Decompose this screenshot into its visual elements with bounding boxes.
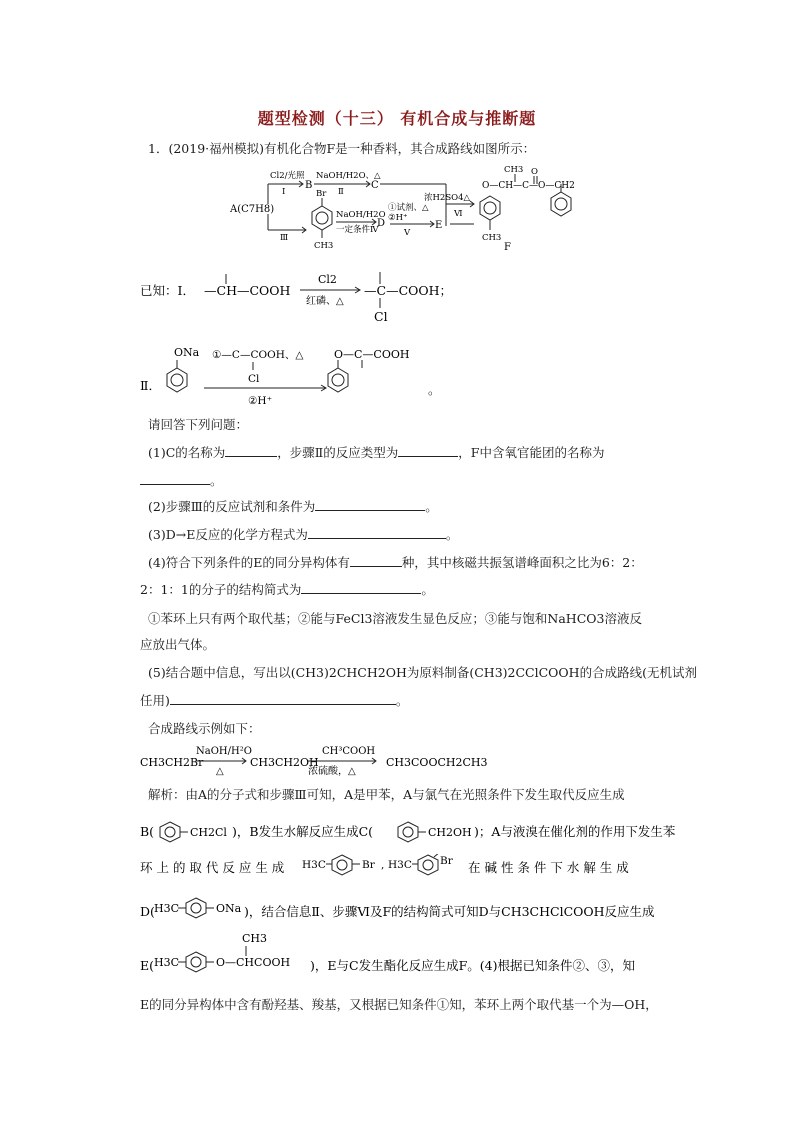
example-cond-2: 浓硫酸，△ — [308, 766, 356, 777]
answer-blank[interactable] — [140, 472, 210, 485]
analysis-line-2 — [140, 818, 680, 844]
question-1-cont: 。 — [140, 472, 680, 490]
known1-reagent-bottom: 红磷、△ — [306, 296, 344, 307]
example-mid: CH3CH2OH — [250, 756, 319, 769]
example-start: CH3CH2Br — [140, 756, 204, 769]
page-title: 题型检测（十三） 有机合成与推断题 — [257, 109, 537, 128]
f-chain: O—CH—C—O—CH2 — [482, 181, 575, 191]
step5-number: Ⅴ — [404, 228, 411, 238]
svg-text:)，结合信息Ⅱ、步骤Ⅵ及F的结构简式可知D与CH3CHClC: )，结合信息Ⅱ、步骤Ⅵ及F的结构简式可知D与CH3CHClCOOH反应生成 — [244, 904, 655, 919]
benzyl-chloride: CH2Cl — [190, 826, 227, 839]
example-reagent-2: CH³COOH — [322, 746, 376, 757]
known1-reagent-top: Cl2 — [318, 273, 337, 286]
svg-text:)；A与液溴在催化剂的作用下发生苯: )；A与液溴在催化剂的作用下发生苯 — [474, 824, 676, 839]
analysis-line-5 — [140, 928, 700, 978]
known-reaction-1 — [140, 264, 460, 326]
step1-number: Ⅰ — [282, 187, 286, 197]
f-methyl: CH3 — [504, 165, 524, 175]
example-end: CH3COOCH2CH3 — [386, 756, 488, 769]
svg-text:)，B发生水解反应生成C(: )，B发生水解反应生成C( — [232, 824, 374, 839]
svg-text:O—CHCOOH: O—CHCOOH — [216, 956, 291, 969]
question-2: (2)步骤Ⅲ的反应试剂和条件为 。 — [148, 499, 438, 514]
compound-e: E — [435, 220, 443, 231]
known2-reagent-chloro: Cl — [248, 373, 260, 385]
step2-number: Ⅱ — [338, 187, 344, 197]
conditions-line-2: 应放出气体。 — [140, 637, 216, 652]
svg-text:环 上 的 取 代 反 应 生 成: 环 上 的 取 代 反 应 生 成 — [140, 860, 285, 875]
svg-text:H3C: H3C — [154, 902, 180, 915]
example-route — [140, 742, 540, 778]
known1-chloro: Cl — [374, 309, 388, 324]
analysis-line-3 — [140, 854, 680, 882]
step1-reagent: Cl2/光照 — [270, 171, 305, 181]
step6-number: Ⅵ — [454, 209, 463, 219]
svg-text:E(: E( — [140, 958, 155, 973]
benzyl-alcohol: CH2OH — [428, 826, 472, 839]
answer-blank[interactable] — [225, 444, 277, 457]
known1-reactant: —CH—COOH — [204, 283, 291, 298]
question-5-cont: 任用) 。 — [140, 693, 409, 708]
analysis-line-6: E的同分异构体中含有酚羟基、羧基，又根据已知条件①知，苯环上两个取代基一个为—OH， — [140, 997, 658, 1012]
synthesis-scheme — [228, 162, 588, 260]
known2-prefix: Ⅱ． — [140, 378, 161, 393]
analysis-line-4 — [140, 896, 700, 924]
svg-text:,: , — [381, 859, 385, 871]
svg-text:在 碱 性 条 件 下 水 解 生 成: 在 碱 性 条 件 下 水 解 生 成 — [468, 860, 629, 875]
compound-a: A(C7H8) — [230, 204, 275, 215]
answer-blank[interactable] — [315, 498, 425, 511]
compound-b: B — [305, 180, 313, 191]
svg-text:CH3: CH3 — [242, 932, 268, 945]
svg-text:Br: Br — [440, 855, 453, 867]
svg-text:H3C: H3C — [302, 859, 326, 871]
compound-c: C — [371, 180, 379, 191]
question-intro: 1．(2019·福州模拟)有机化合物F是一种香料，其合成路线如图所示： — [148, 141, 536, 156]
svg-text:B(: B( — [140, 824, 155, 839]
f-ring-methyl: CH3 — [482, 233, 502, 243]
svg-text:H3C: H3C — [154, 956, 180, 969]
step5-reagent-2: ②H⁺ — [388, 213, 408, 223]
answer-prompt: 请回答下列问题： — [148, 417, 249, 432]
conditions-line-1: ①苯环上只有两个取代基；②能与FeCl3溶液发生显色反应；③能与饱和NaHCO3溶液反 — [148, 611, 642, 626]
answer-blank[interactable] — [398, 444, 458, 457]
methyl-label: CH3 — [314, 241, 334, 251]
example-reagent-1: NaOH/H²O — [196, 746, 252, 757]
bromo-label: Br — [316, 189, 327, 199]
svg-text:H3C: H3C — [388, 859, 412, 871]
known2-ona: ONa — [174, 346, 200, 359]
known1-product: —C—COOH； — [364, 283, 453, 298]
known-reaction-2 — [140, 338, 460, 414]
question-5: (5)结合题中信息，写出以(CH3)2CHCH2OH为原料制备(CH3)2CClCOOH的合成路线(无机试剂 — [148, 665, 697, 680]
step3-number: Ⅲ — [280, 233, 289, 243]
known2-reagent-2: ②H⁺ — [248, 395, 273, 407]
step2-reagent: NaOH/H2O、△ — [316, 171, 381, 181]
step4-reagent: NaOH/H2O — [336, 210, 386, 220]
step5-reagent-1: ①试剂、△ — [388, 203, 429, 213]
svg-text:Br: Br — [362, 859, 375, 871]
step4-condition: 一定条件Ⅳ — [336, 225, 379, 235]
answer-blank[interactable] — [170, 692, 396, 705]
example-cond-1: △ — [216, 766, 224, 777]
analysis-line-1: 解析：由A的分子式和步骤Ⅲ可知，A是甲苯，A与氯气在光照条件下发生取代反应生成 — [148, 787, 625, 802]
question-4-cont: 2：1：1的分子的结构简式为 。 — [140, 582, 434, 597]
svg-text:ONa: ONa — [216, 902, 242, 915]
compound-d: D — [377, 218, 386, 229]
f-carbonyl-o: O — [531, 167, 538, 177]
answer-blank[interactable] — [301, 581, 421, 594]
question-4: (4)符合下列条件的E的同分异构体有 种，其中核磁共振氢谱峰面积之比为6：2： — [148, 555, 643, 570]
compound-f: F — [504, 242, 511, 253]
known-prefix: 已知：Ⅰ． — [140, 283, 195, 298]
example-title: 合成路线示例如下： — [148, 721, 261, 736]
svg-text:D(: D( — [140, 904, 155, 919]
question-1: (1)C的名称为 ，步骤Ⅱ的反应类型为 ，F中含氧官能团的名称为 — [148, 445, 605, 460]
known2-product: O—C—COOH — [334, 348, 410, 361]
known2-end: 。 — [428, 382, 441, 397]
answer-blank[interactable] — [350, 554, 402, 567]
known2-reagent-1: ①—C—COOH、△ — [212, 349, 304, 361]
question-3: (3)D→E反应的化学方程式为 。 — [148, 527, 459, 542]
answer-blank[interactable] — [308, 526, 446, 539]
svg-text:)，E与C发生酯化反应生成F。(4)根据已知条件②、③，知: )，E与C发生酯化反应生成F。(4)根据已知条件②、③，知 — [310, 958, 635, 973]
step6-reagent: 浓H2SO4△ — [424, 193, 471, 203]
